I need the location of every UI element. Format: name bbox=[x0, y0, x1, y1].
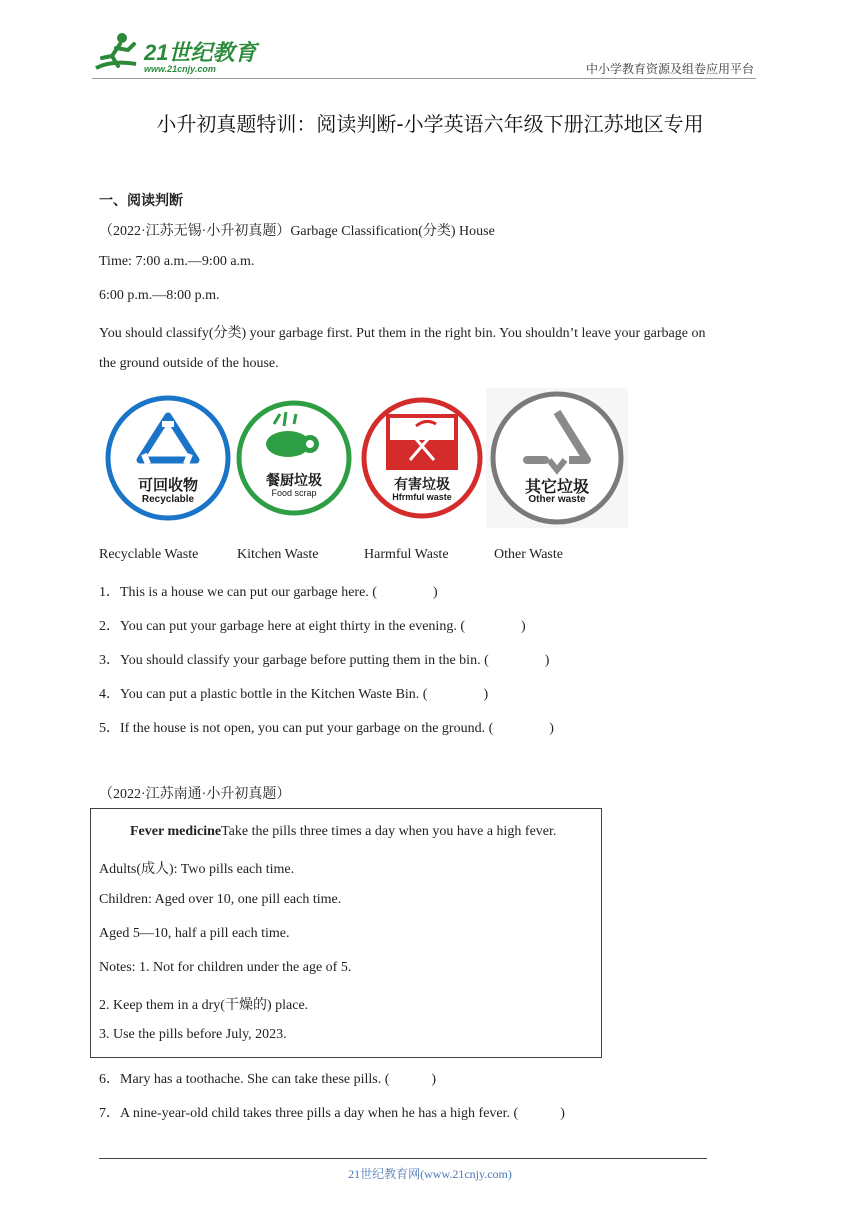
notice-first-line bbox=[130, 824, 556, 840]
logo-url: www.21cnjy.com bbox=[144, 64, 216, 74]
question-2: 2．You can put your garbage here at eight thirty in the evening. ( ) bbox=[99, 619, 526, 634]
sign-food-scrap bbox=[236, 400, 352, 521]
notice-line-note-1: Notes: 1. Not for children under the age of 5. bbox=[99, 960, 352, 975]
section-heading: 一、阅读判断 bbox=[99, 193, 183, 209]
sign-harmful bbox=[360, 396, 484, 525]
passage1-time-2: 6:00 p.m.—8:00 p.m. bbox=[99, 288, 220, 303]
question-4: 4．You can put a plastic bottle in the Kitchen Waste Bin. ( ) bbox=[99, 687, 489, 702]
question-3: 3．You should classify your garbage before putting them in the bin. ( ) bbox=[99, 653, 550, 668]
sign-recyclable-en: Recyclable bbox=[141, 494, 195, 505]
sign-other-waste-cn: 其它垃圾 bbox=[524, 479, 589, 496]
notice-line-note-2: 2. Keep them in a dry(干燥的) place. bbox=[99, 998, 309, 1013]
notice-first-text: Take the pills three times a day when you have a high fever. bbox=[221, 824, 557, 839]
sign-recyclable bbox=[104, 394, 232, 527]
notice-title: Fever medicine bbox=[130, 824, 222, 839]
logo-text: 21世纪教育 bbox=[144, 40, 257, 65]
label-harmful-waste: Harmful Waste bbox=[364, 547, 449, 562]
sign-food-scrap-en: Food scrap bbox=[271, 488, 317, 498]
passage1-source: （2022·江苏无锡·小升初真题）Garbage Classification(分类) House bbox=[99, 224, 495, 239]
notice-line-adults: Adults(成人): Two pills each time. bbox=[99, 862, 295, 877]
sign-other-waste bbox=[486, 388, 628, 528]
passage2-source: （2022·江苏南通·小升初真题） bbox=[99, 787, 291, 802]
footer-text[interactable]: 21世纪教育网(www.21cnjy.com) bbox=[348, 1167, 512, 1181]
header-divider bbox=[92, 78, 756, 79]
food-scrap-icon bbox=[236, 400, 352, 516]
question-6: 6．Mary has a toothache. She can take these pills. ( ) bbox=[99, 1072, 437, 1087]
sign-recyclable-cn: 可回收物 bbox=[137, 477, 198, 494]
question-1: 1．This is a house we can put our garbage here. ( ) bbox=[99, 585, 438, 600]
footer-divider bbox=[99, 1158, 707, 1159]
passage1-time-1: Time: 7:00 a.m.—9:00 a.m. bbox=[99, 254, 255, 269]
garbage-signs-image bbox=[100, 388, 630, 528]
page-title: 小升初真题特训：阅读判断-小学英语六年级下册江苏地区专用 bbox=[156, 112, 704, 136]
notice-line-aged: Aged 5—10, half a pill each time. bbox=[99, 926, 290, 941]
label-kitchen-waste: Kitchen Waste bbox=[237, 547, 319, 562]
passage1-text-2: the ground outside of the house. bbox=[99, 356, 279, 371]
other-waste-icon bbox=[489, 390, 625, 526]
sign-harmful-cn: 有害垃圾 bbox=[394, 476, 450, 492]
site-logo bbox=[92, 30, 262, 82]
notice-line-children: Children: Aged over 10, one pill each time. bbox=[99, 892, 342, 907]
label-other-waste: Other Waste bbox=[494, 547, 563, 562]
label-recyclable-waste: Recyclable Waste bbox=[99, 547, 199, 562]
passage1-text-1: You should classify(分类) your garbage first. Put them in the right bin. You shouldn’t leave your garbage on bbox=[99, 326, 706, 341]
runner-logo-icon bbox=[92, 30, 142, 78]
question-7: 7．A nine-year-old child takes three pills a day when he has a high fever. ( ) bbox=[99, 1106, 565, 1121]
notice-line-note-3: 3. Use the pills before July, 2023. bbox=[99, 1027, 287, 1042]
sign-food-scrap-cn: 餐厨垃圾 bbox=[266, 472, 322, 488]
sign-other-waste-en: Other waste bbox=[528, 494, 586, 505]
question-5: 5．If the house is not open, you can put your garbage on the ground. ( ) bbox=[99, 721, 554, 736]
sign-harmful-en: Hfrmful waste bbox=[392, 492, 452, 502]
header-right-text: 中小学教育资源及组卷应用平台 bbox=[585, 62, 754, 76]
